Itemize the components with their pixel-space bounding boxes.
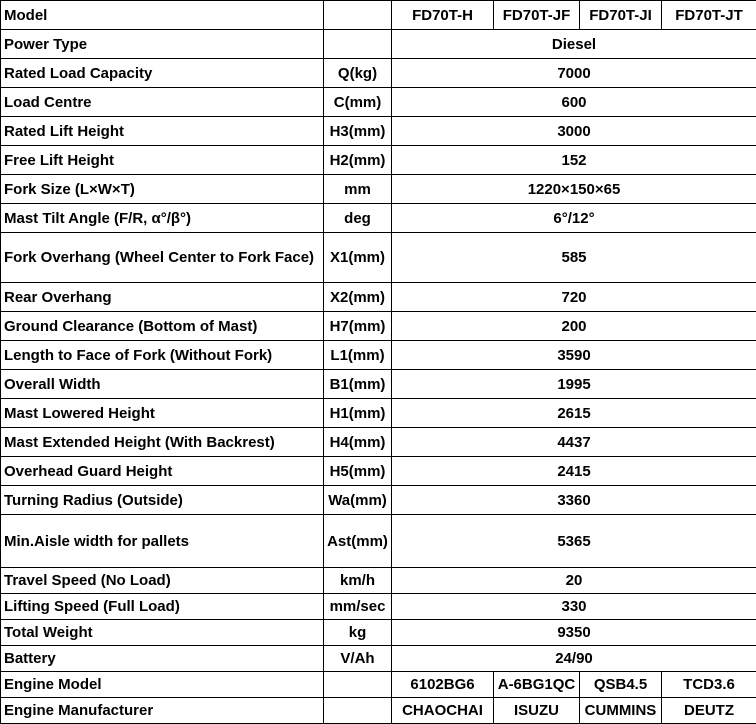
spec-label: Turning Radius (Outside)	[1, 486, 324, 515]
table-row	[1, 88, 756, 117]
table-row	[1, 568, 756, 594]
spec-label: Battery	[1, 646, 324, 672]
engine-model-value-4: TCD3.6	[662, 672, 756, 698]
spec-unit: X1(mm)	[324, 233, 392, 283]
table-row	[1, 646, 756, 672]
spec-label: Free Lift Height	[1, 146, 324, 175]
table-row	[1, 370, 756, 399]
table-row	[1, 457, 756, 486]
spec-label: Mast Extended Height (With Backrest)	[1, 428, 324, 457]
spec-unit: Wa(mm)	[324, 486, 392, 515]
spec-value: 2415	[392, 457, 756, 486]
table-row	[1, 30, 756, 59]
engine-manufacturer-value-4: DEUTZ	[662, 698, 756, 724]
table-row	[1, 59, 756, 88]
spec-label: Fork Overhang (Wheel Center to Fork Face)	[1, 233, 324, 283]
spec-value: 20	[392, 568, 756, 594]
table-row	[1, 233, 756, 283]
table-row	[1, 146, 756, 175]
spec-label: Rated Lift Height	[1, 117, 324, 146]
spec-unit: H2(mm)	[324, 146, 392, 175]
table-row	[1, 117, 756, 146]
engine-model-value-1: 6102BG6	[392, 672, 494, 698]
spec-unit: X2(mm)	[324, 283, 392, 312]
model-name-2: FD70T-JF	[494, 1, 580, 30]
spec-value: 9350	[392, 620, 756, 646]
spec-unit: deg	[324, 204, 392, 233]
spec-unit: Q(kg)	[324, 59, 392, 88]
spec-value: 585	[392, 233, 756, 283]
spec-unit: H7(mm)	[324, 312, 392, 341]
spec-label: Overhead Guard Height	[1, 457, 324, 486]
spec-unit: L1(mm)	[324, 341, 392, 370]
engine-model-row	[1, 672, 756, 698]
spec-value: 24/90	[392, 646, 756, 672]
table-row	[1, 312, 756, 341]
table-row	[1, 486, 756, 515]
engine-model-value-3: QSB4.5	[580, 672, 662, 698]
spec-label: Overall Width	[1, 370, 324, 399]
spec-value: 720	[392, 283, 756, 312]
engine-model-label: Engine Model	[1, 672, 324, 698]
table-row	[1, 341, 756, 370]
spec-value: 7000	[392, 59, 756, 88]
header-row	[1, 1, 756, 30]
spec-label: Travel Speed (No Load)	[1, 568, 324, 594]
spec-unit: Ast(mm)	[324, 515, 392, 568]
table-row	[1, 283, 756, 312]
table-row	[1, 175, 756, 204]
engine-manufacturer-value-3: CUMMINS	[580, 698, 662, 724]
spec-unit: mm	[324, 175, 392, 204]
engine-model-value-2: A-6BG1QC	[494, 672, 580, 698]
spec-value: 5365	[392, 515, 756, 568]
spec-label: Min.Aisle width for pallets	[1, 515, 324, 568]
spec-value: 330	[392, 594, 756, 620]
spec-value: 152	[392, 146, 756, 175]
model-name-4: FD70T-JT	[662, 1, 756, 30]
spec-value: 1995	[392, 370, 756, 399]
spec-unit: C(mm)	[324, 88, 392, 117]
spec-value: Diesel	[392, 30, 756, 59]
spec-unit: B1(mm)	[324, 370, 392, 399]
spec-unit: mm/sec	[324, 594, 392, 620]
engine-model-unit	[324, 672, 392, 698]
spec-value: 3590	[392, 341, 756, 370]
spec-label: Rated Load Capacity	[1, 59, 324, 88]
spec-unit: H1(mm)	[324, 399, 392, 428]
spec-value: 1220×150×65	[392, 175, 756, 204]
spec-label: Total Weight	[1, 620, 324, 646]
spec-value: 3360	[392, 486, 756, 515]
spec-unit: H5(mm)	[324, 457, 392, 486]
model-name-3: FD70T-JI	[580, 1, 662, 30]
table-row	[1, 399, 756, 428]
spec-label: Mast Lowered Height	[1, 399, 324, 428]
spec-label: Length to Face of Fork (Without Fork)	[1, 341, 324, 370]
spec-label: Rear Overhang	[1, 283, 324, 312]
spec-unit: H4(mm)	[324, 428, 392, 457]
spec-unit: kg	[324, 620, 392, 646]
spec-label: Ground Clearance (Bottom of Mast)	[1, 312, 324, 341]
spec-value: 6°/12°	[392, 204, 756, 233]
engine-manufacturer-value-1: CHAOCHAI	[392, 698, 494, 724]
table-row	[1, 594, 756, 620]
engine-manufacturer-unit	[324, 698, 392, 724]
spec-unit	[324, 30, 392, 59]
spec-label: Fork Size (L×W×T)	[1, 175, 324, 204]
table-row	[1, 620, 756, 646]
spec-value: 200	[392, 312, 756, 341]
spec-label: Load Centre	[1, 88, 324, 117]
table-row	[1, 515, 756, 568]
spec-unit: H3(mm)	[324, 117, 392, 146]
model-header-unit	[324, 1, 392, 30]
engine-manufacturer-label: Engine Manufacturer	[1, 698, 324, 724]
spec-label: Mast Tilt Angle (F/R, α°/β°)	[1, 204, 324, 233]
spec-unit: km/h	[324, 568, 392, 594]
spec-value: 2615	[392, 399, 756, 428]
engine-manufacturer-row	[1, 698, 756, 724]
table-row	[1, 204, 756, 233]
model-name-1: FD70T-H	[392, 1, 494, 30]
spec-value: 600	[392, 88, 756, 117]
table-row	[1, 428, 756, 457]
spec-value: 4437	[392, 428, 756, 457]
spec-unit: V/Ah	[324, 646, 392, 672]
engine-manufacturer-value-2: ISUZU	[494, 698, 580, 724]
spec-value: 3000	[392, 117, 756, 146]
spec-label: Lifting Speed (Full Load)	[1, 594, 324, 620]
spec-label: Power Type	[1, 30, 324, 59]
model-header-label: Model	[1, 1, 324, 30]
